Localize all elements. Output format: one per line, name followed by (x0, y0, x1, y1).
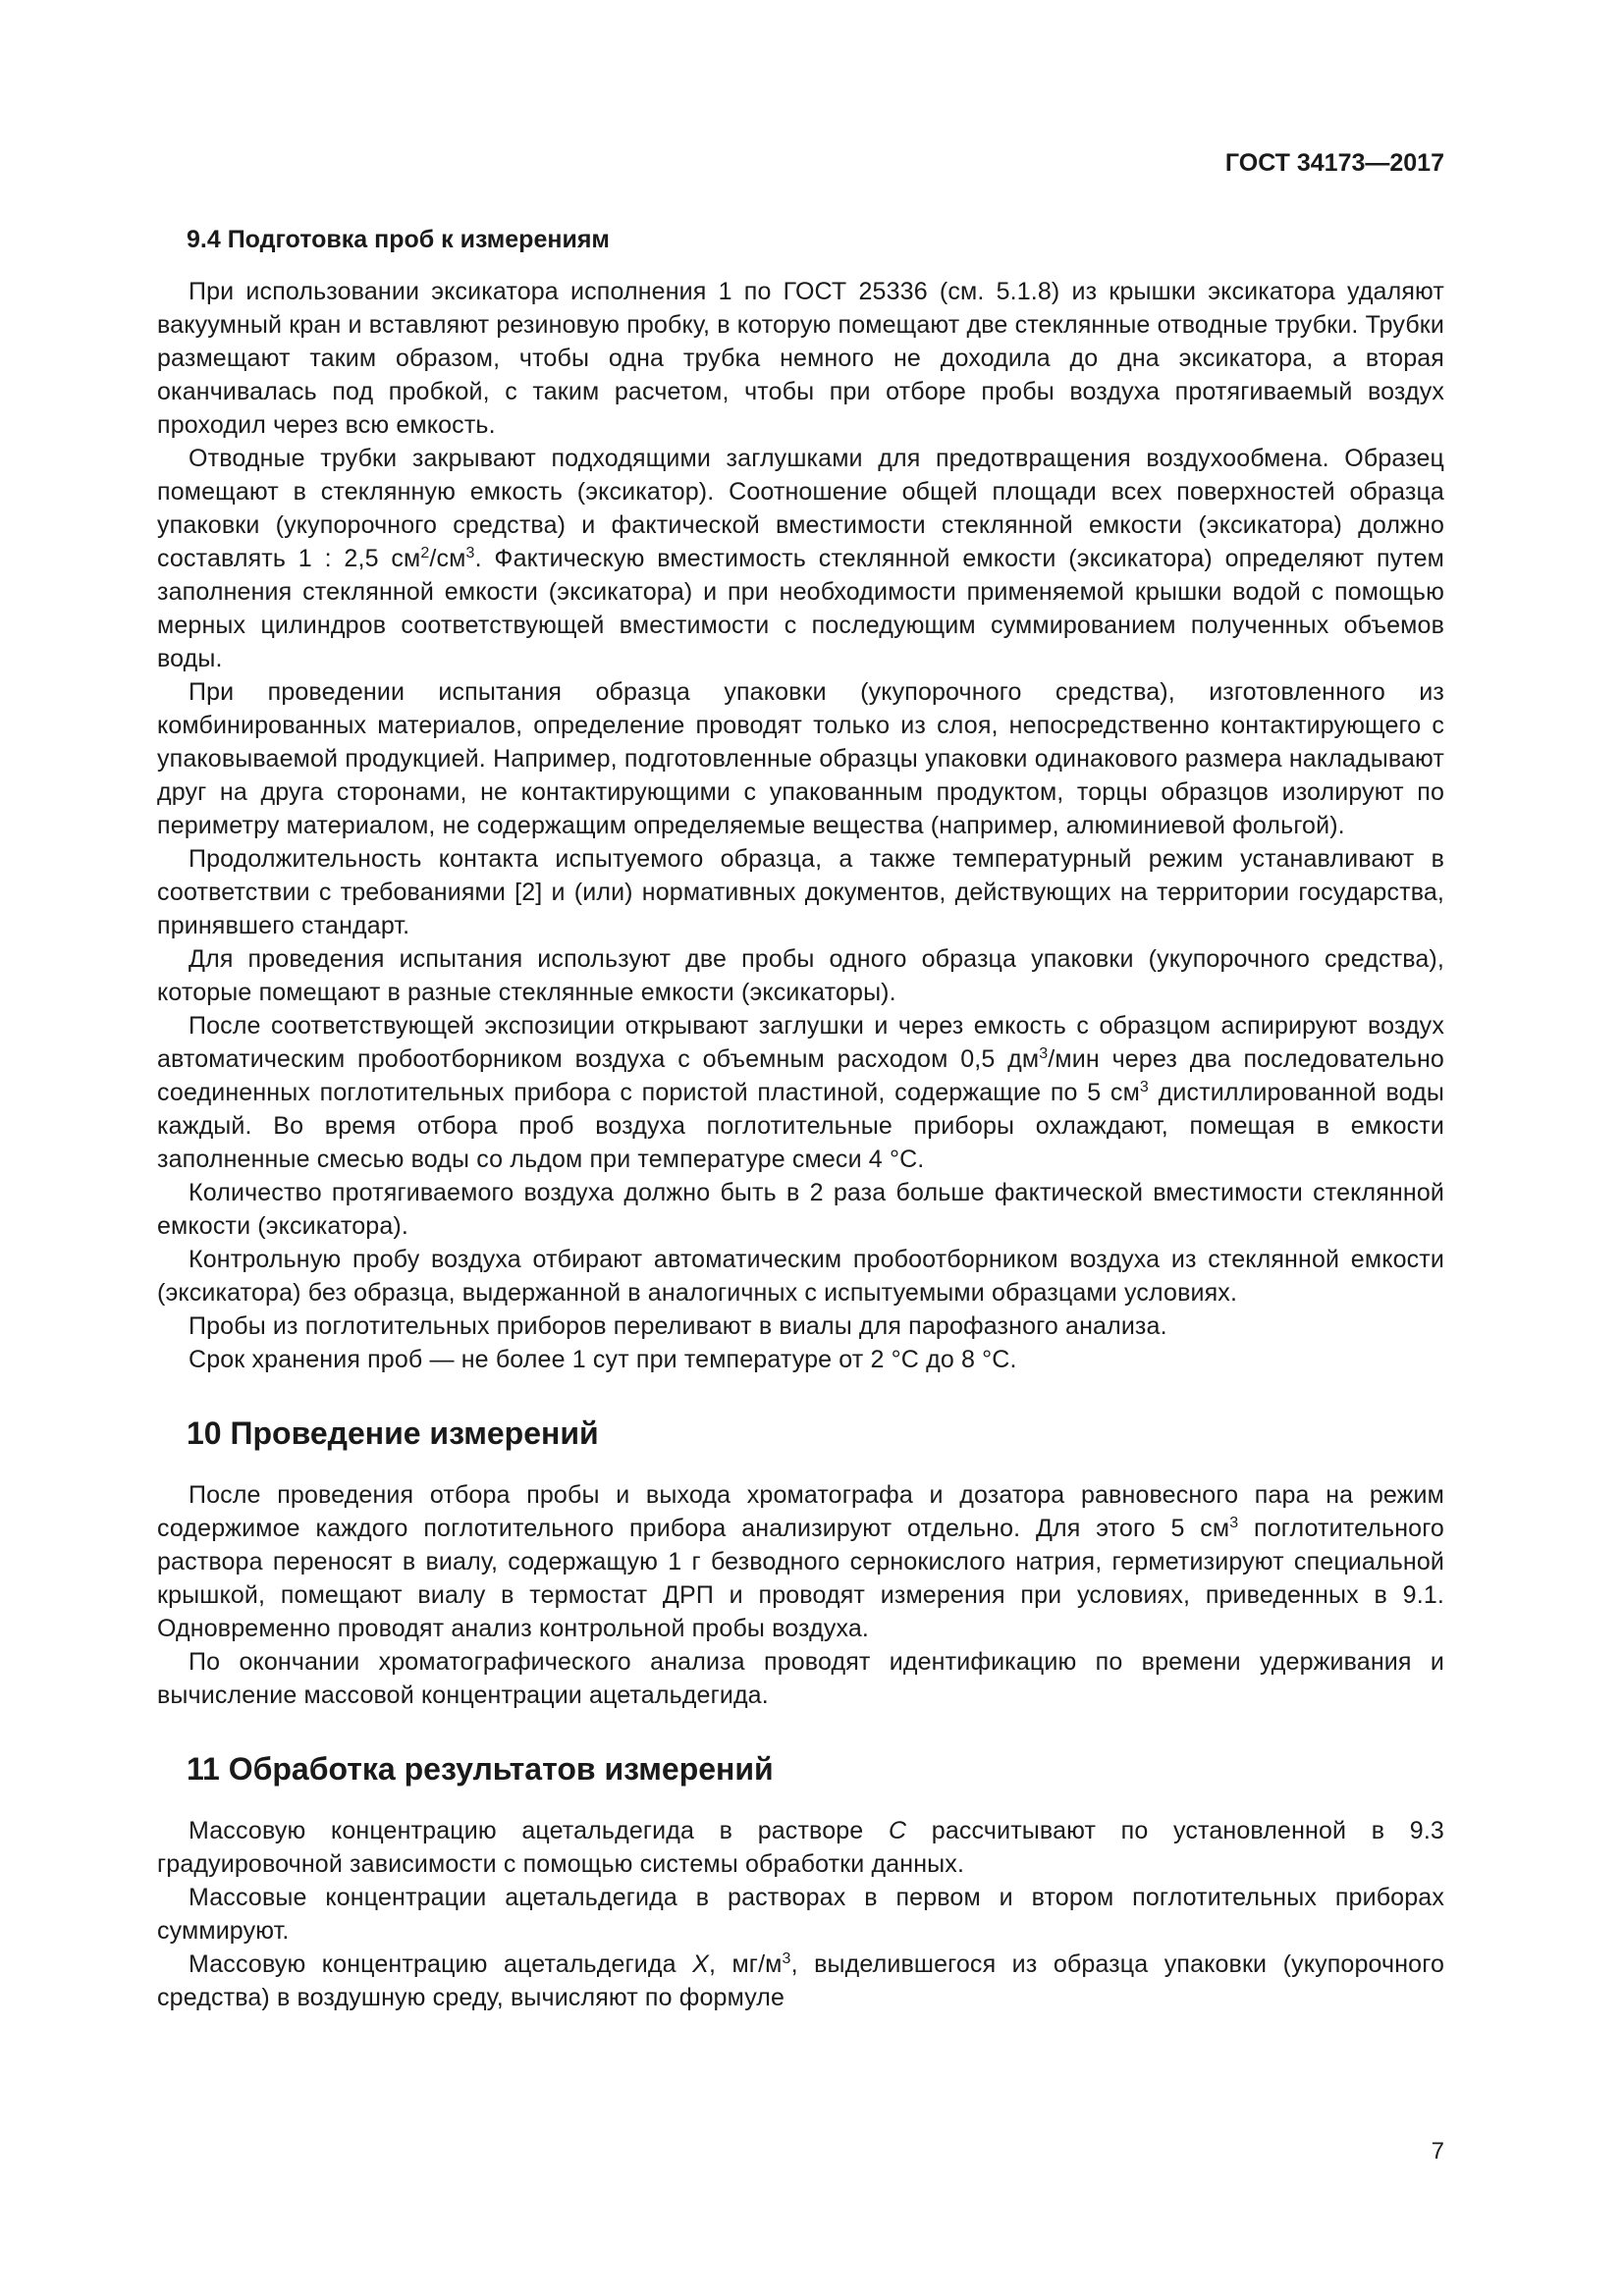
section-9-4-title: 9.4 Подготовка проб к измерениям (187, 226, 610, 253)
paragraph: При использовании эксикатора исполнения 1 по ГОСТ 25336 (см. 5.1.8) из крышки эксикатора удаляют вакуумный кран и вставляют резиновую пробку, в которую помещают две стеклянные отводные трубки. Трубки размещают таким образом, чтобы одна трубка немного не доходила до дна эксикатора, а вторая оканчивалась под пробкой, с таким расчетом, чтобы при отборе пробы воздуха протягиваемый воздух проходил через всю емкость. (157, 278, 1444, 439)
paragraph: После соответствующей экспозиции открывают заглушки и через емкость с образцом аспирируют воздух автоматическим пробоотборником воздуха с объемным расходом 0,5 $дм^3$/мин через два последовательно соединенных поглотительных прибора с пористой пластиной, содержащие по 5 $см^3$ дистиллированной воды каждый. Во время отбора проб воздуха поглотительные приборы охлаждают, помещая в емкости заполненные смесью воды со льдом при температуре смеси 4 °С. (157, 1012, 1445, 1173)
paragraph: Контрольную пробу воздуха отбирают автоматическим пробоотборником воздуха из стеклянной емкости (эксикатора) без образца, выдержанной в аналогичных с испытуемыми образцами условиях. (157, 1246, 1444, 1307)
document-header-id: ГОСТ 34173—2017 (1224, 149, 1444, 177)
paragraph: По окончании хроматографического анализа проводят идентификацию по времени удерживания и вычисление массовой концентрации ацетальдегида. (157, 1648, 1444, 1709)
paragraph: Массовую концентрацию ацетальдегида в растворе С рассчитывают по установленной в 9.3 градуировочной зависимости с помощью системы обработки данных. (157, 1817, 1444, 1878)
paragraph: При проведении испытания образца упаковки (укупорочного средства), изготовленного из комбинированных материалов, определение проводят только из слоя, непосредственно контактирующего с упаковываемой продукцией. Например, подготовленные образцы упаковки одинакового размера накладывают друг на друга сторонами, не контактирующими с упакованным продуктом, торцы образцов изолируют по периметру материалом, не содержащим определяемые вещества (например, алюминиевой фольгой). (157, 678, 1444, 839)
paragraph: Массовые концентрации ацетальдегида в растворах в первом и втором поглотительных приборах суммируют. (157, 1884, 1444, 1945)
paragraph: Пробы из поглотительных приборов переливают в виалы для парофазного анализа. (189, 1312, 1167, 1340)
paragraph: После проведения отбора пробы и выхода хроматографа и дозатора равновесного пара на режим содержимое каждого поглотительного прибора анализируют отдельно. Для этого 5 $см^3$ поглотительного раствора переносят в виалу, содержащую 1 г безводного сернокислого натрия, герметизируют специальной крышкой, помещают виалу в термостат ДРП и проводят измерения при условиях, приведенных в 9.1. Одновременно проводят анализ контрольной пробы воздуха. (157, 1481, 1444, 1642)
paragraph: Срок хранения проб — не более 1 сут при температуре от 2 °С до 8 °С. (189, 1346, 1017, 1373)
paragraph: Количество протягиваемого воздуха должно быть в 2 раза больше фактической вместимости стеклянной емкости (эксикатора). (157, 1179, 1444, 1240)
paragraph: Для проведения испытания используют две пробы одного образца упаковки (укупорочного средства), которые помещают в разные стеклянные емкости (эксикаторы). (157, 945, 1444, 1006)
section-11-title: 11 Обработка результатов измерений (187, 1751, 774, 1787)
document-body (157, 224, 1444, 2014)
paragraph: Продолжительность контакта испытуемого образца, а также температурный режим устанавливают в соответствии с требованиями [2] и (или) нормативных документов, действующих на территории государства, принявшего стандарт. (157, 845, 1444, 939)
section-10-title: 10 Проведение измерений (187, 1415, 599, 1451)
page-number: 7 (1431, 2138, 1444, 2164)
paragraph: Отводные трубки закрывают подходящими заглушками для предотвращения воздухообмена. Образец помещают в стеклянную емкость (эксикатор). Соотношение общей площади всех поверхностей образца упаковки (укупорочного средства) и фактической вместимости стеклянной емкости (эксикатора) должно составлять 1 : 2,5 $см^2/см^3$. Фактическую вместимость стеклянной емкости (эксикатора) определяют путем заполнения стеклянной емкости (эксикатора) и при необходимости применяемой крышки водой с помощью мерных цилиндров соответствующей вместимости с последующим суммированием полученных объемов воды. (157, 445, 1445, 672)
paragraph: Массовую концентрацию ацетальдегида X, $мг/м^3$, выделившегося из образца упаковки (укупорочного средства) в воздушную среду, вычисляют по формуле (157, 1950, 1444, 2011)
